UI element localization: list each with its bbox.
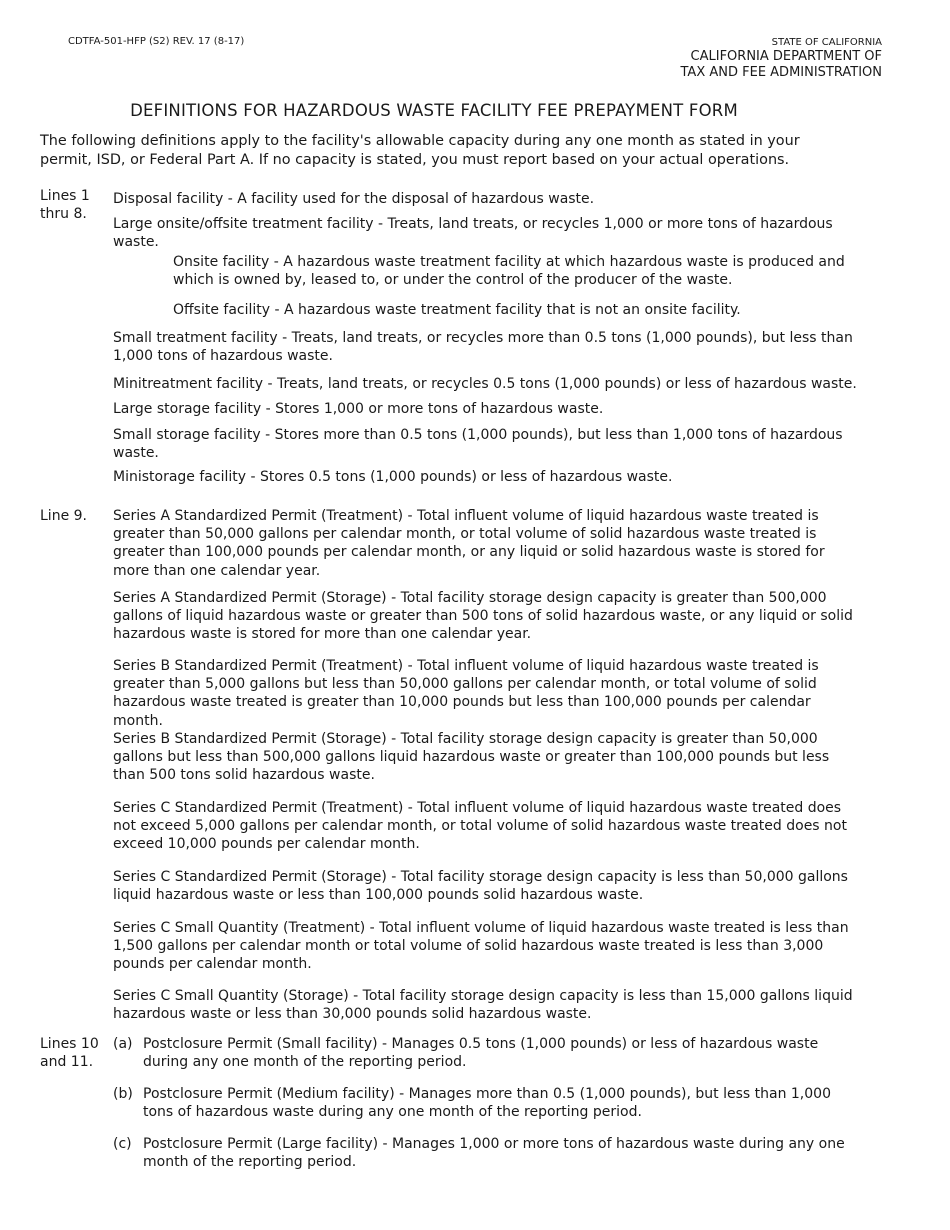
- form-id: CDTFA-501-HFP (S2) REV. 17 (8-17): [68, 36, 245, 47]
- list-item-text: Postclosure Permit (Large facility) - Manages 1,000 or more tons of hazardous waste during any one month of the reporting period.: [143, 1136, 845, 1171]
- list-item-text: Postclosure Permit (Medium facility) - Manages more than 0.5 (1,000 pounds), but less than 1,000 tons of hazardous waste during any one month of the reporting period.: [143, 1086, 831, 1121]
- department-line-2: TAX AND FEE ADMINISTRATION: [680, 65, 882, 80]
- definition-small-treatment-facility: Small treatment facility - Treats, land treats, or recycles more than 0.5 tons (1,000 pounds), but less than 1,000 tons of hazardous waste.: [113, 330, 853, 365]
- list-marker: (c): [113, 1136, 132, 1152]
- definition-disposal-facility: Disposal facility - A facility used for the disposal of hazardous waste.: [113, 191, 595, 207]
- definition-large-storage-facility: Large storage facility - Stores 1,000 or more tons of hazardous waste.: [113, 401, 604, 417]
- department-line-1: CALIFORNIA DEPARTMENT OF: [690, 49, 882, 64]
- definition-series-a-treatment: Series A Standardized Permit (Treatment) - Total influent volume of liquid hazardous waste treated is greater than 50,000 gallons per calendar month, or total volume of solid hazardous waste treated is greater than 100,000 pounds per calendar month, or any liquid or solid hazardous waste is stored for more than one calendar year.: [113, 508, 825, 579]
- definition-series-a-storage: Series A Standardized Permit (Storage) - Total facility storage design capacity is greater than 500,000 gallons of liquid hazardous waste or greater than 500 tons of solid hazardous waste, or any liquid or solid hazardous waste is stored for more than one calendar year.: [113, 590, 853, 643]
- list-marker: (a): [113, 1036, 133, 1052]
- definition-series-b-treatment: Series B Standardized Permit (Treatment) - Total influent volume of liquid hazardous waste treated is greater than 5,000 gallons but less than 50,000 gallons per calendar month, or total volume of solid hazardous waste treated is greater than 10,000 pounds but less than 100,000 pounds per calendar month.: [113, 658, 819, 729]
- definition-series-c-treatment: Series C Standardized Permit (Treatment) - Total influent volume of liquid hazardous waste treated does not exceed 5,000 gallons per calendar month, or total volume of solid hazardous waste treated does not exceed 10,000 pounds per calendar month.: [113, 800, 847, 853]
- list-item-text: Postclosure Permit (Small facility) - Manages 0.5 tons (1,000 pounds) or less of hazardous waste during any one month of the reporting period.: [143, 1036, 819, 1071]
- state-label: STATE OF CALIFORNIA: [771, 37, 882, 48]
- definition-series-b-storage: Series B Standardized Permit (Storage) - Total facility storage design capacity is greater than 50,000 gallons but less than 500,000 gallons liquid hazardous waste or greater than 100,000 pounds but less than 500 tons solid hazardous waste.: [113, 731, 830, 784]
- page-title: DEFINITIONS FOR HAZARDOUS WASTE FACILITY FEE PREPAYMENT FORM: [130, 101, 738, 120]
- section-label-lines-10-11: Lines 10 and 11.: [40, 1036, 99, 1070]
- definition-ministorage-facility: Ministorage facility - Stores 0.5 tons (1,000 pounds) or less of hazardous waste.: [113, 469, 673, 485]
- definition-onsite-facility: Onsite facility - A hazardous waste treatment facility at which hazardous waste is produced and which is owned by, leased to, or under the control of the producer of the waste.: [173, 254, 845, 289]
- definition-offsite-facility: Offsite facility - A hazardous waste treatment facility that is not an onsite facility.: [173, 302, 741, 318]
- section-label-lines-1-8: Lines 1 thru 8.: [40, 188, 90, 222]
- list-marker: (b): [113, 1086, 133, 1102]
- definition-series-c-storage: Series C Standardized Permit (Storage) - Total facility storage design capacity is less than 50,000 gallons liquid hazardous waste or less than 100,000 pounds solid hazardous waste.: [113, 869, 848, 904]
- intro-paragraph: The following definitions apply to the facility's allowable capacity during any one month as stated in your permit, ISD, or Federal Part A. If no capacity is stated, you must report based on your actual operations.: [40, 133, 800, 168]
- definition-large-treatment-facility: Large onsite/offsite treatment facility - Treats, land treats, or recycles 1,000 or more tons of hazardous waste.: [113, 216, 833, 251]
- definition-series-c-small-treatment: Series C Small Quantity (Treatment) - Total influent volume of liquid hazardous waste treated is less than 1,500 gallons per calendar month or total volume of solid hazardous waste treated is less than 3,000 pounds per calendar month.: [113, 920, 849, 973]
- definition-postclosure-large: [113, 1135, 858, 1171]
- definition-small-storage-facility: Small storage facility - Stores more than 0.5 tons (1,000 pounds), but less than 1,000 tons of hazardous waste.: [113, 427, 843, 462]
- definition-series-c-small-storage: Series C Small Quantity (Storage) - Total facility storage design capacity is less than 15,000 gallons liquid hazardous waste or less than 30,000 pounds solid hazardous waste.: [113, 988, 853, 1023]
- agency-block: [681, 37, 883, 81]
- definition-postclosure-small: [113, 1035, 858, 1071]
- definition-minitreatment-facility: Minitreatment facility - Treats, land treats, or recycles 0.5 tons (1,000 pounds) or less of hazardous waste.: [113, 376, 857, 392]
- section-label-line-9: Line 9.: [40, 508, 87, 524]
- definition-postclosure-medium: [113, 1085, 858, 1121]
